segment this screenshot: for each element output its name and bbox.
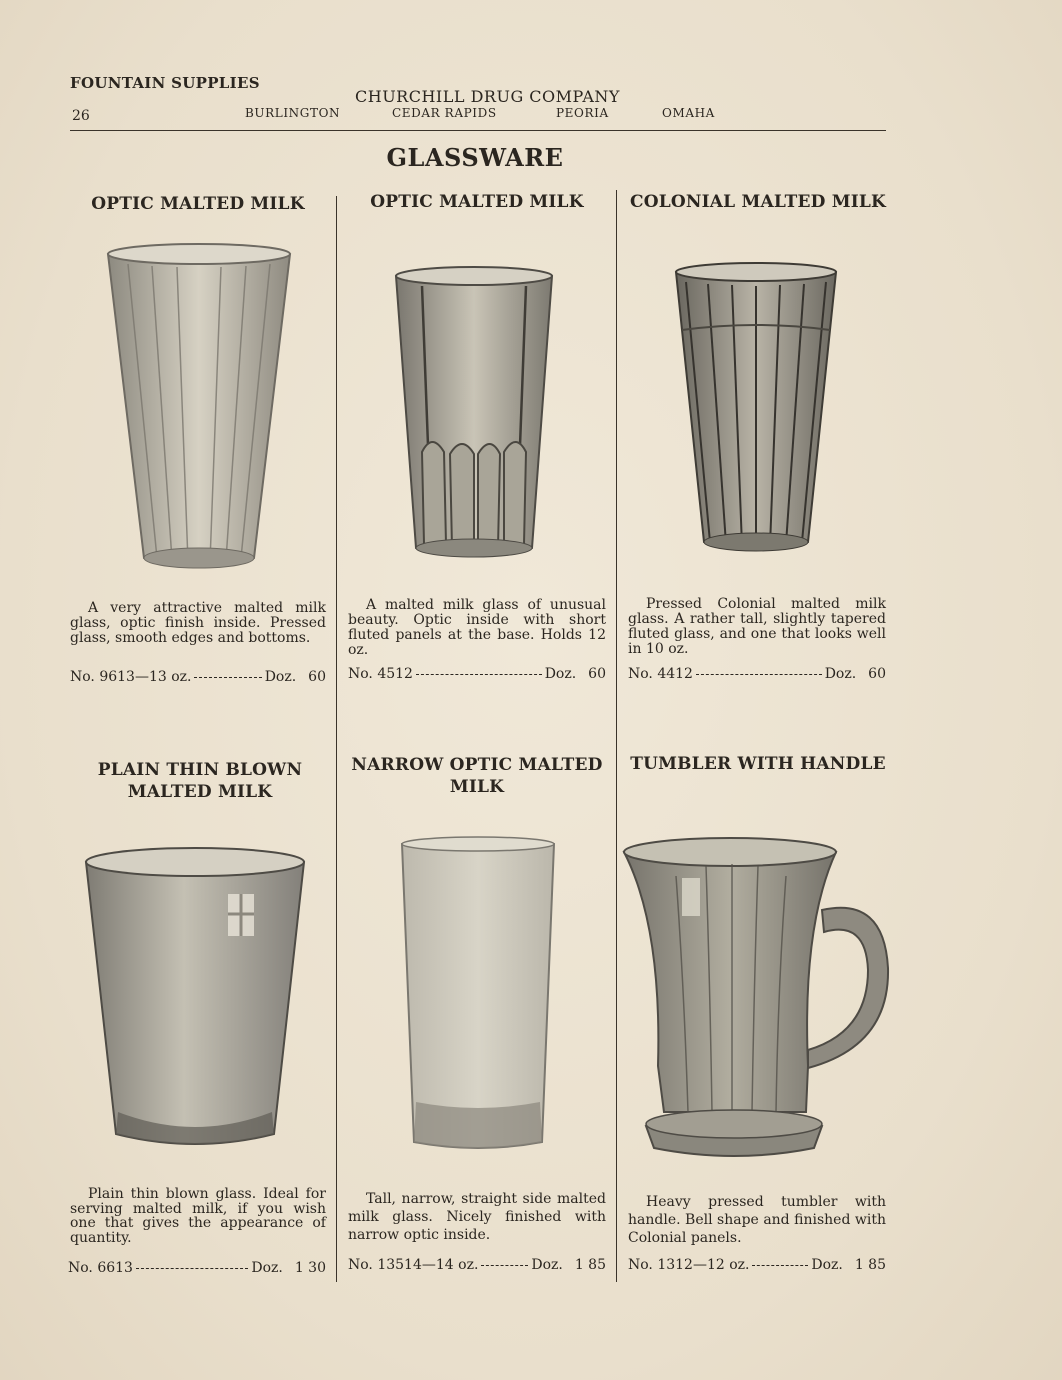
product-1-description: A very attractive malted milk glass, optic finish inside. Pressed glass, smooth edges and bottoms. — [70, 600, 326, 646]
product-6-item-number: No. 1312—12 oz. — [628, 1257, 750, 1273]
product-4-order-line — [68, 1260, 326, 1276]
product-4-description: Plain thin blown glass. Ideal for serving malted milk, if you wish one that gives the appearance of quantity. — [70, 1186, 326, 1246]
product-5-unit: Doz. — [531, 1257, 563, 1273]
product-6-price: 1 85 — [854, 1257, 886, 1273]
product-2-order-line — [348, 666, 606, 682]
dot-leader — [416, 674, 542, 675]
city-burlington: BURLINGTON — [245, 106, 341, 120]
product-1-unit: Doz. — [264, 669, 297, 685]
product-1-price: 60 — [308, 669, 326, 685]
dot-leader — [696, 674, 822, 675]
product-6-unit: Doz. — [811, 1257, 843, 1273]
product-2-heading: OPTIC MALTED MILK — [370, 192, 584, 212]
product-1-item-number: No. 9613—13 oz. — [70, 669, 192, 685]
product-3-heading: COLONIAL MALTED MILK — [630, 192, 886, 212]
product-3-item-number: No. 4412 — [628, 666, 693, 682]
header-rule — [70, 130, 886, 131]
product-6-heading: TUMBLER WITH HANDLE — [630, 754, 886, 774]
city-peoria: PEORIA — [556, 106, 609, 120]
product-5-order-line — [348, 1257, 606, 1273]
product-4-price: 1 30 — [294, 1260, 326, 1276]
product-2-description: A malted milk glass of unusual beauty. Optic inside with short fluted panels at the base. Holds 12 oz. — [348, 597, 606, 658]
company-name: CHURCHILL DRUG COMPANY — [355, 87, 620, 106]
product-5-description: Tall, narrow, straight side malted milk glass. Nicely finished with narrow optic inside. — [348, 1191, 606, 1243]
product-2-price: 60 — [588, 666, 606, 682]
narrow-optic-glass-photo — [398, 832, 558, 1156]
product-1-heading: OPTIC MALTED MILK — [91, 194, 305, 214]
page-title: GLASSWARE — [386, 143, 564, 172]
optic-fluted-base-glass-photo — [392, 262, 556, 562]
product-4-item-number: No. 6613 — [68, 1260, 133, 1276]
product-3-order-line — [628, 666, 886, 682]
product-1-order-line — [70, 669, 326, 685]
product-6-order-line — [628, 1257, 886, 1273]
dot-leader — [481, 1265, 528, 1266]
section-name: FOUNTAIN SUPPLIES — [70, 74, 260, 92]
product-6-description: Heavy pressed tumbler with handle. Bell shape and finished with Colonial panels. — [628, 1194, 886, 1246]
dot-leader — [136, 1268, 248, 1269]
page-number: 26 — [72, 108, 90, 124]
product-2-item-number: No. 4512 — [348, 666, 413, 682]
product-4-heading: PLAIN THIN BLOWN MALTED MILK — [97, 760, 303, 802]
product-3-price: 60 — [868, 666, 886, 682]
column-divider-right — [616, 190, 617, 1282]
product-3-unit: Doz. — [824, 666, 857, 682]
dot-leader — [194, 677, 261, 678]
column-divider-left — [336, 196, 337, 1282]
plain-thin-blown-glass-photo — [82, 842, 308, 1154]
product-5-heading: NARROW OPTIC MALTED MILK — [351, 755, 603, 797]
product-2-unit: Doz. — [544, 666, 577, 682]
dot-leader — [752, 1265, 808, 1266]
city-omaha: OMAHA — [662, 106, 715, 120]
city-cedar-rapids: CEDAR RAPIDS — [392, 106, 497, 120]
colonial-fluted-glass-photo — [672, 258, 840, 556]
product-3-description: Pressed Colonial malted milk glass. A rather tall, slightly tapered fluted glass, and one that looks well in 10 oz. — [628, 596, 886, 657]
optic-malted-milk-glass-photo — [102, 240, 296, 574]
product-4-unit: Doz. — [251, 1260, 283, 1276]
product-5-price: 1 85 — [574, 1257, 606, 1273]
tumbler-with-handle-photo — [622, 836, 896, 1166]
product-5-item-number: No. 13514—14 oz. — [348, 1257, 479, 1273]
